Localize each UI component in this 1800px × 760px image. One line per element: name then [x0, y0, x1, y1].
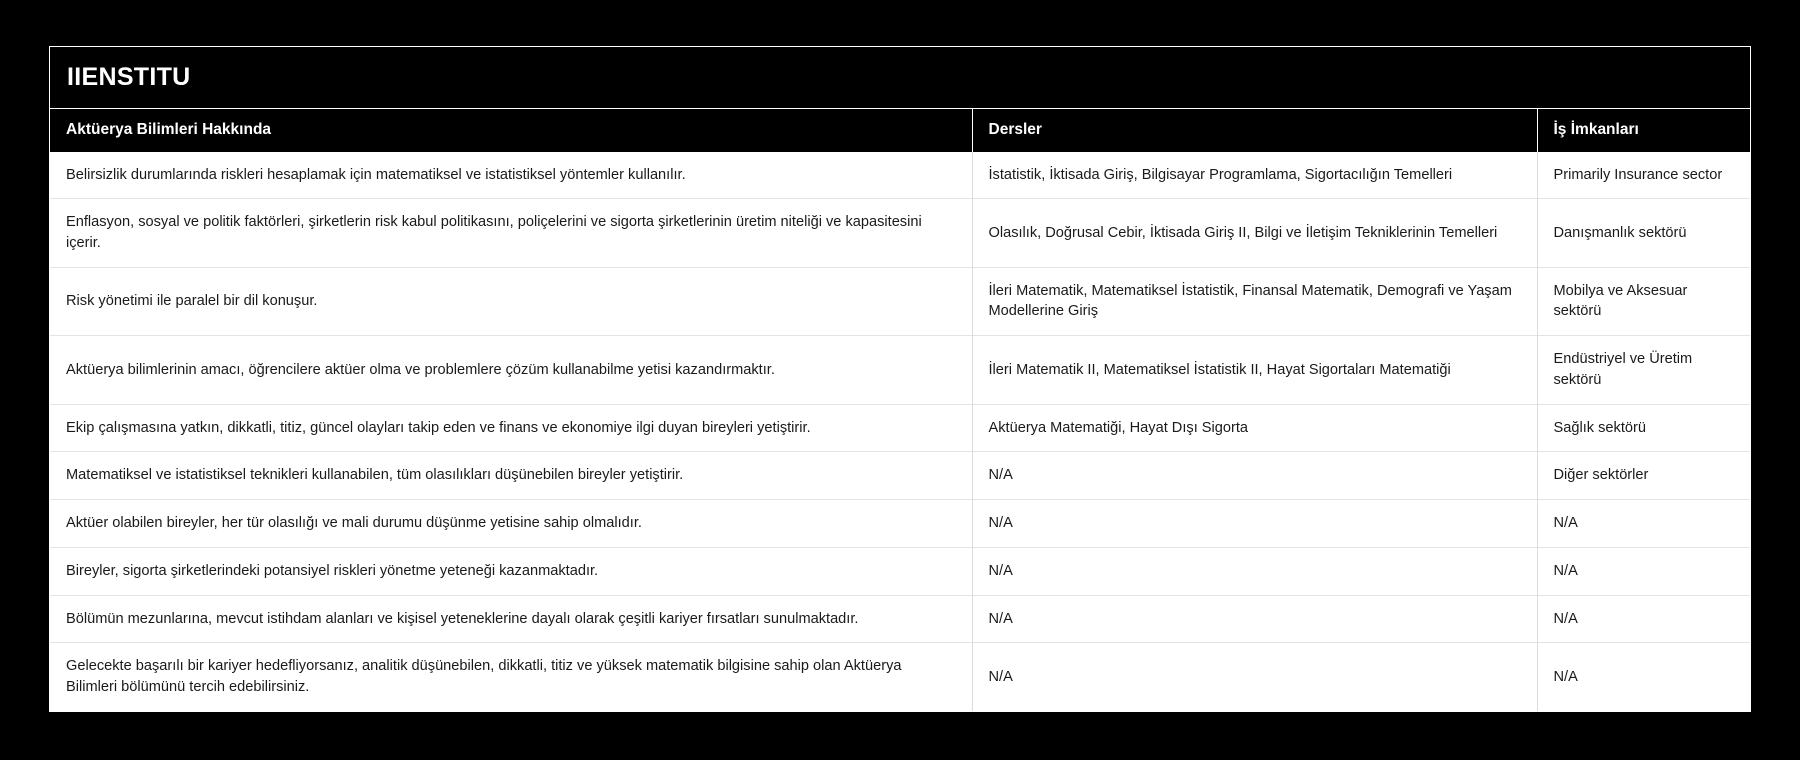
table-header-row — [50, 109, 1750, 152]
cell-jobs: N/A — [1537, 643, 1750, 711]
table-row — [50, 452, 1750, 500]
table-row — [50, 643, 1750, 711]
cell-about: Bölümün mezunlarına, mevcut istihdam alanları ve kişisel yeteneklerine dayalı olarak çeşitli kariyer fırsatları sunulmaktadır. — [50, 595, 972, 643]
table-body — [50, 152, 1750, 711]
cell-jobs: Primarily Insurance sector — [1537, 152, 1750, 199]
cell-jobs: Endüstriyel ve Üretim sektörü — [1537, 336, 1750, 404]
brand-logo: IIENSTITU — [67, 63, 191, 91]
table-row — [50, 152, 1750, 199]
table-row — [50, 336, 1750, 404]
cell-about: Bireyler, sigorta şirketlerindeki potansiyel riskleri yönetme yeteneği kazanmaktadır. — [50, 547, 972, 595]
table-row — [50, 267, 1750, 335]
table-row — [50, 547, 1750, 595]
cell-courses: N/A — [972, 452, 1537, 500]
cell-jobs: Mobilya ve Aksesuar sektörü — [1537, 267, 1750, 335]
cell-about: Ekip çalışmasına yatkın, dikkatli, titiz, güncel olayları takip eden ve finans ve ekonomiye ilgi duyan bireyleri yetiştirir. — [50, 404, 972, 452]
cell-about: Gelecekte başarılı bir kariyer hedefliyorsanız, analitik düşünebilen, dikkatli, titiz ve yüksek matematik bilgisine sahip olan Aktüerya Bilimleri bölümünü tercih edebilirsiniz. — [50, 643, 972, 711]
cell-jobs: Diğer sektörler — [1537, 452, 1750, 500]
cell-courses: N/A — [972, 643, 1537, 711]
cell-about: Aktüer olabilen bireyler, her tür olasılığı ve mali durumu düşünme yetisine sahip olmalıdır. — [50, 500, 972, 548]
cell-courses: İleri Matematik, Matematiksel İstatistik, Finansal Matematik, Demografi ve Yaşam Modellerine Giriş — [972, 267, 1537, 335]
cell-jobs: N/A — [1537, 595, 1750, 643]
comparison-table — [50, 109, 1750, 711]
cell-jobs: N/A — [1537, 500, 1750, 548]
table-row — [50, 404, 1750, 452]
cell-courses: N/A — [972, 595, 1537, 643]
cell-courses: Olasılık, Doğrusal Cebir, İktisada Giriş II, Bilgi ve İletişim Tekniklerinin Temelleri — [972, 199, 1537, 267]
cell-about: Aktüerya bilimlerinin amacı, öğrencilere aktüer olma ve problemlere çözüm kullanabilme yetisi kazandırmaktır. — [50, 336, 972, 404]
cell-about: Enflasyon, sosyal ve politik faktörleri, şirketlerin risk kabul politikasını, poliçelerini ve sigorta şirketlerinin üretim niteliği ve kapasitesini içerir. — [50, 199, 972, 267]
column-header-courses: Dersler — [972, 109, 1537, 152]
cell-courses: Aktüerya Matematiği, Hayat Dışı Sigorta — [972, 404, 1537, 452]
table-row — [50, 500, 1750, 548]
cell-courses: İstatistik, İktisada Giriş, Bilgisayar Programlama, Sigortacılığın Temelleri — [972, 152, 1537, 199]
cell-jobs: N/A — [1537, 547, 1750, 595]
table-header — [50, 109, 1750, 152]
info-card — [49, 46, 1751, 712]
cell-about: Belirsizlik durumlarında riskleri hesaplamak için matematiksel ve istatistiksel yöntemler kullanılır. — [50, 152, 972, 199]
cell-courses: N/A — [972, 500, 1537, 548]
cell-courses: İleri Matematik II, Matematiksel İstatistik II, Hayat Sigortaları Matematiği — [972, 336, 1537, 404]
column-header-about: Aktüerya Bilimleri Hakkında — [50, 109, 972, 152]
brand-bar — [50, 47, 1750, 109]
column-header-jobs: İş İmkanları — [1537, 109, 1750, 152]
cell-jobs: Danışmanlık sektörü — [1537, 199, 1750, 267]
table-row — [50, 199, 1750, 267]
cell-courses: N/A — [972, 547, 1537, 595]
cell-about: Risk yönetimi ile paralel bir dil konuşur. — [50, 267, 972, 335]
table-row — [50, 595, 1750, 643]
cell-jobs: Sağlık sektörü — [1537, 404, 1750, 452]
cell-about: Matematiksel ve istatistiksel teknikleri kullanabilen, tüm olasılıkları düşünebilen bireyler yetiştirir. — [50, 452, 972, 500]
